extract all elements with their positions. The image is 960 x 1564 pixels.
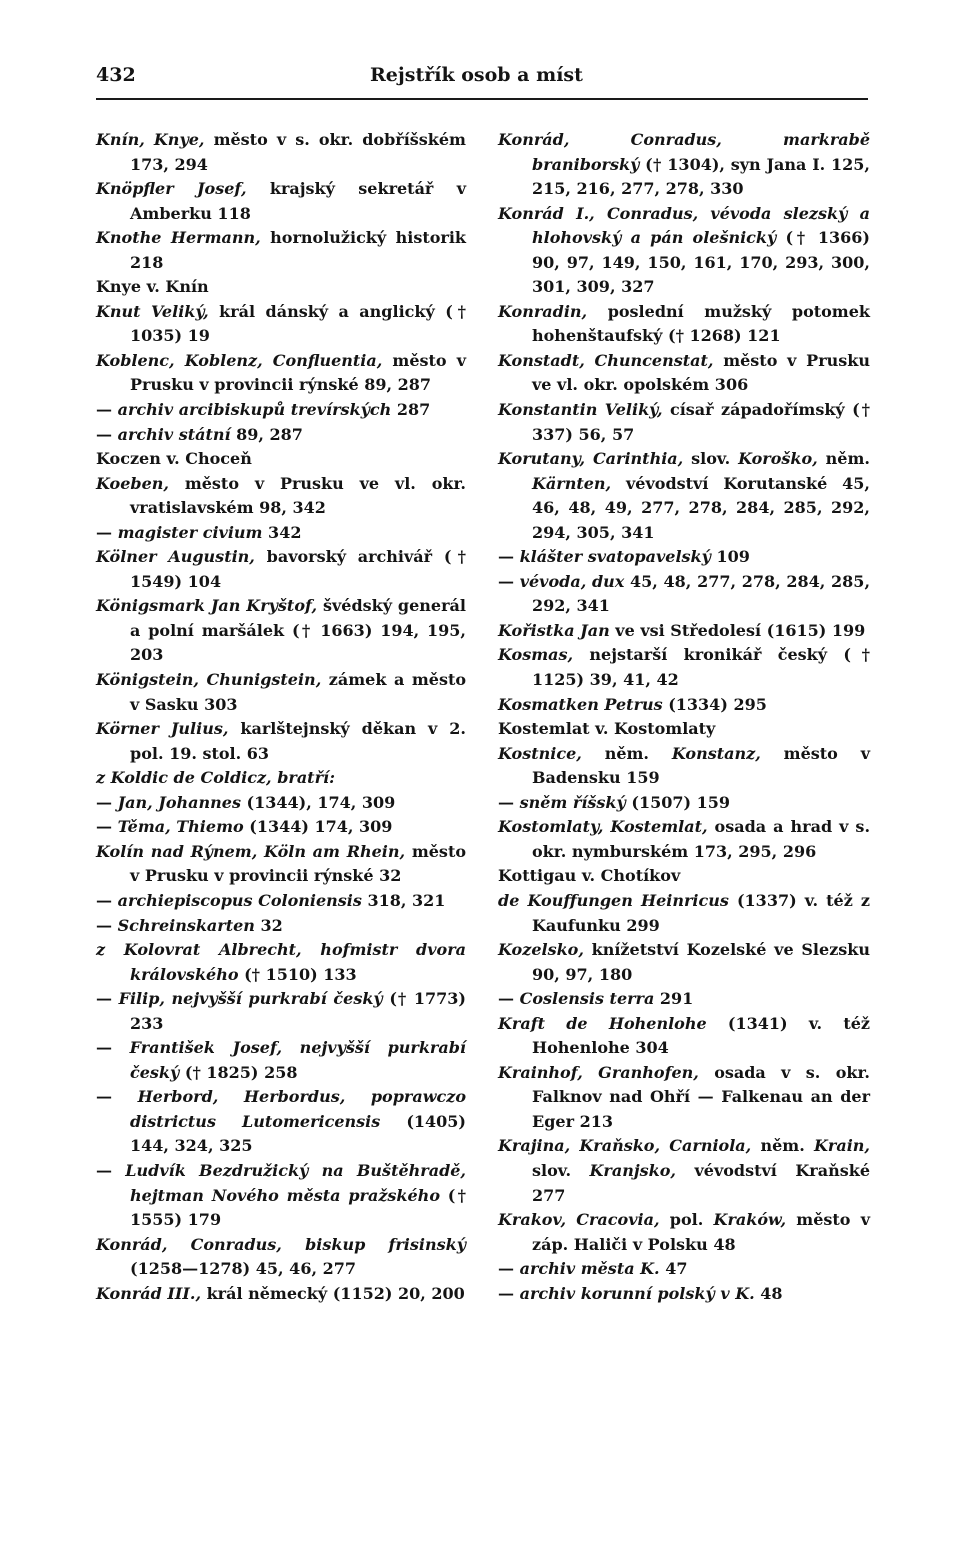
index-entry: — archiv města K. 47 [498, 1259, 688, 1279]
index-entry: Konstadt, Chuncenstat, město v Prusku ve vl. okr. opolském 306 [498, 350, 870, 395]
index-entry: Knothe Hermann, hornolužický historik 218 [96, 228, 467, 272]
index-entry: Knut Veliký, král dánský a anglický († 1035) 19 [96, 301, 466, 346]
index-entry: Kosmatken Petrus (1334) 295 [498, 694, 767, 714]
index-entry: — Schreinskarten 32 [96, 915, 283, 935]
index-entry: Konradin, poslední mužský potomek hohenštaufský († 1268) 121 [498, 301, 870, 346]
index-entry: — archiv korunní polský v K. 48 [498, 1283, 783, 1303]
index-entry: Konrád I., Conradus, vévoda slezský a hlohovský a pán olešnický († 1366) 90, 97, 149, 150, 161, 170, 293, 300, 301, 309, 327 [498, 203, 870, 297]
index-entry: Koblenc, Koblenz, Confluentia, město v Prusku v provincii rýnské 89, 287 [96, 350, 466, 395]
index-entry: — magister civium 342 [96, 522, 302, 542]
page-number: 432 [96, 64, 136, 86]
index-entry: Knöpfler Josef, krajský sekretář v Amberku 118 [96, 179, 467, 223]
index-entry: Kostemlat v. Kostomlaty [498, 719, 716, 739]
index-entry: — Filip, nejvyšší purkrabí český († 1773) 233 [96, 989, 466, 1033]
left-index-column [96, 128, 466, 1306]
index-entry: — Těma, Thiemo (1344) 174, 309 [96, 817, 393, 837]
index-entry: Knín, Knye, město v s. okr. dobříšském 173, 294 [96, 130, 466, 174]
index-entry: z Kolovrat Albrecht, hofmistr dvora královského († 1510) 133 [96, 940, 466, 984]
right-index-column [498, 128, 870, 1306]
index-entry: Krainhof, Granhofen, osada v s. okr. Falknov nad Ohří — Falkenau an der Eger 213 [498, 1062, 871, 1131]
index-entry: Kraft de Hohenlohe (1341) v. též Hohenlohe 304 [498, 1013, 871, 1058]
index-entry: Kozelsko, knížetství Kozelské ve Slezsku 90, 97, 180 [498, 940, 870, 984]
index-entry: — archiepiscopus Coloniensis 318, 321 [96, 890, 446, 910]
index-entry: Königstein, Chunigstein, zámek a město v Sasku 303 [96, 670, 467, 714]
index-entry: — Coslensis terra 291 [498, 989, 694, 1009]
index-entry: Koczen v. Choceň [96, 449, 252, 469]
index-entry: — vévoda, dux 45, 48, 277, 278, 284, 285, 292, 341 [498, 571, 871, 616]
index-entry: — archiv arcibiskupů trevírských 287 [96, 400, 431, 420]
index-entry: — archiv státní 89, 287 [96, 424, 303, 444]
index-entry: — Jan, Johannes (1344), 174, 309 [96, 792, 396, 812]
index-entry: Knye v. Knín [96, 277, 209, 297]
index-entry: Kolín nad Rýnem, Köln am Rhein, město v Prusku v provincii rýnské 32 [96, 841, 466, 886]
index-entry: — Herbord, Herbordus, poprawczo districtus Lutomericensis (1405) 144, 324, 325 [96, 1087, 466, 1156]
index-entry: — Ludvík Bezdružický na Buštěhradě, hejtman Nového města pražského († 1555) 179 [96, 1160, 466, 1230]
index-entry: — sněm říšský (1507) 159 [498, 792, 731, 812]
index-entry: Krajina, Kraňsko, Carniola, něm. Krain, slov. Kranjsko, vévodství Kraňské 277 [498, 1136, 870, 1205]
index-entry: Konrád, Conradus, biskup frisinský (1258—1278) 45, 46, 277 [96, 1234, 466, 1279]
index-entry: Kölner Augustin, bavorský archivář († 1549) 104 [96, 547, 466, 591]
running-head: Rejstřík osob a míst [370, 64, 583, 86]
index-entry: — klášter svatopavelský 109 [498, 547, 750, 567]
index-entry: — František Josef, nejvyšší purkrabí český († 1825) 258 [96, 1038, 466, 1082]
index-entry: Kořistka Jan ve vsi Středolesí (1615) 199 [498, 620, 866, 640]
index-entry: Kottigau v. Chotíkov [498, 866, 681, 886]
index-entry: Konstantin Veliký, císař západořímský († 337) 56, 57 [498, 400, 870, 444]
index-entry: Kostomlaty, Kostemlat, osada a hrad v s. okr. nymburském 173, 295, 296 [498, 817, 871, 861]
index-entry: Königsmark Jan Kryštof, švédský generál a polní maršálek († 1663) 194, 195, 203 [96, 596, 466, 665]
index-entry: Koeben, město v Prusku ve vl. okr. vratislavském 98, 342 [96, 473, 466, 518]
index-entry: Konrád III., král německý (1152) 20, 200 [96, 1283, 465, 1303]
index-entry: z Koldic de Coldicz, bratří: [96, 768, 335, 788]
index-entry: Korutany, Carinthia, slov. Koroško, něm. Kärnten, vévodství Korutanské 45, 46, 48, 49, 277, 278, 284, 285, 292, 294, 305, 341 [498, 449, 870, 542]
index-entry: Krakov, Cracovia, pol. Kraków, město v záp. Haliči v Polsku 48 [498, 1210, 870, 1254]
index-entry: de Kouffungen Heinricus (1337) v. též z Kaufunku 299 [498, 890, 870, 935]
index-entry: Konrád, Conradus, markrabě braniborský († 1304), syn Jana I. 125, 215, 216, 277, 278, 330 [498, 130, 870, 199]
index-entry: Kosmas, nejstarší kronikář český († 1125) 39, 41, 42 [498, 645, 870, 690]
index-entry: Körner Julius, karlštejnský děkan v 2. pol. 19. stol. 63 [96, 719, 466, 763]
index-entry: Kostnice, něm. Konstanz, město v Badensku 159 [498, 743, 870, 788]
page-header [96, 64, 868, 100]
